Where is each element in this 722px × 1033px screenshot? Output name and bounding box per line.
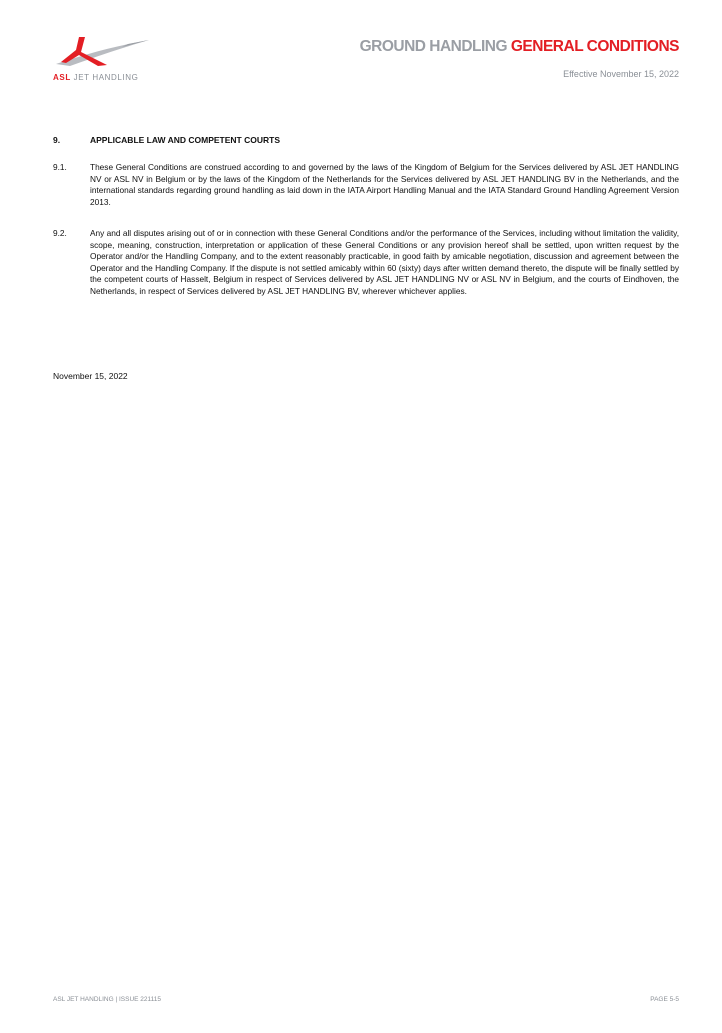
clause-number: 9.1.: [53, 162, 67, 172]
plane-swoosh-icon: [52, 33, 152, 73]
footer-issue: ASL JET HANDLING | ISSUE 221115: [53, 996, 162, 1003]
clause-text: Any and all disputes arising out of or in connection with these General Conditions and/or the performance of the Services, including without limitation the validity, scope, meaning, construction, interpretation or application of these General Conditions or any provision hereof shall be settled, upon written request by the Operator and/or the Handling Company, and to the extent reasonably practicable, in good faith by amicable negotiation, discussion and agreement between the Operator and the Handling Company. If the dispute is not settled amicably within 60 (sixty) days after written demand thereto, the dispute will be finally settled by the competent courts of Hasselt, Belgium in respect of Services delivered by ASL JET HANDLING NV or ASL NV in Belgium, and the courts of Eindhoven, the Netherlands, in respect of Services delivered by ASL JET HANDLING BV, wherever whichever applies.: [90, 228, 679, 296]
clause-9-2: [53, 228, 679, 298]
document-title-part2: GENERAL CONDITIONS: [510, 38, 679, 55]
section-number: 9.: [53, 135, 61, 145]
company-logo: [52, 33, 162, 83]
logo-subtitle: JET HANDLING: [73, 73, 139, 82]
document-date: November 15, 2022: [53, 371, 128, 381]
clause-9-1: [53, 162, 679, 208]
section-heading: [53, 135, 280, 145]
logo-brand: ASL: [53, 73, 71, 82]
document-title: [360, 38, 679, 56]
effective-date: Effective November 15, 2022: [563, 69, 679, 79]
clause-text: These General Conditions are construed according to and governed by the laws of the Kingdom of Belgium for the Services delivered by ASL JET HANDLING NV or ASL NV in Belgium or by the laws of the Kingdom of the Netherlands for the Services delivered by ASL JET HANDLING BV in the Netherlands, and the international standards regarding ground handling as laid down in the IATA Airport Handling Manual and the IATA Standard Ground Handling Agreement Version 2013.: [90, 162, 679, 207]
logo-wordmark: [53, 73, 138, 82]
document-title-part1: GROUND HANDLING: [359, 38, 508, 55]
clause-number: 9.2.: [53, 228, 67, 238]
footer-page-number: PAGE 5-5: [650, 996, 679, 1003]
section-title: APPLICABLE LAW AND COMPETENT COURTS: [90, 135, 280, 145]
